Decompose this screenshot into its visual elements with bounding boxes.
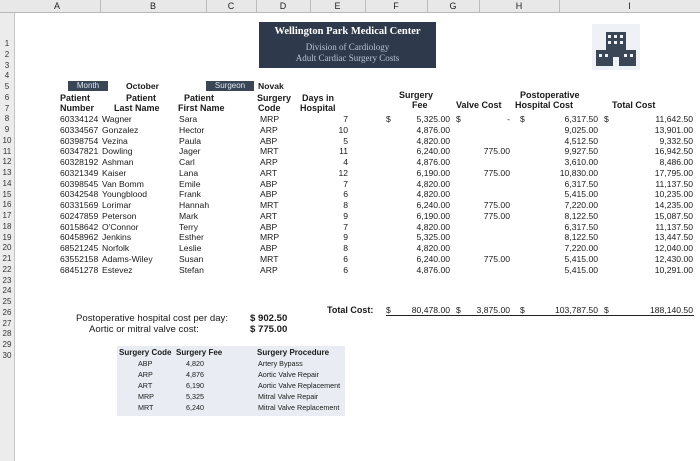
patient-number[interactable]: 60347821	[60, 146, 99, 157]
days-in-hospital[interactable]: 6	[343, 253, 348, 264]
col-header-g[interactable]: G	[427, 0, 480, 12]
total-cost[interactable]: 8,486.00	[659, 157, 693, 167]
total-postop[interactable]: 103,787.50	[554, 305, 598, 315]
patient-last-name[interactable]: Vezina	[102, 135, 128, 146]
patient-last-name[interactable]: Jenkins	[102, 232, 132, 243]
surgery-fee[interactable]: 4,876.00	[416, 264, 450, 275]
total-cost[interactable]: 11,137.50	[655, 221, 693, 232]
legend-fee[interactable]: 4,876	[186, 370, 204, 379]
days-in-hospital[interactable]: 4	[343, 157, 348, 167]
row-number[interactable]: 21	[2, 254, 12, 263]
total-cost[interactable]: 14,235.00	[654, 200, 693, 210]
currency-symbol: $	[604, 114, 609, 124]
currency-symbol: $	[250, 313, 256, 324]
row-number[interactable]: 6	[4, 92, 10, 102]
patient-first-name[interactable]: Susan	[179, 253, 204, 264]
header-postop-2: Hospital Cost	[515, 100, 574, 110]
header-fee-1: Surgery	[399, 90, 434, 100]
patient-number[interactable]: 68521245	[60, 243, 99, 253]
row-number[interactable]: 11	[2, 146, 12, 156]
row-number[interactable]: 19	[2, 232, 12, 242]
patient-first-name[interactable]: Carl	[179, 157, 195, 167]
header-patient-number-1: Patient	[60, 93, 91, 103]
legend-fee[interactable]: 4,820	[186, 359, 204, 368]
patient-last-name[interactable]: Norfolk	[102, 243, 130, 253]
patient-number[interactable]: 60398545	[60, 178, 99, 189]
patient-first-name[interactable]: Esther	[179, 232, 204, 243]
surgery-fee[interactable]: 6,190.00	[416, 167, 450, 178]
postop-cost[interactable]: 5,415.00	[564, 253, 598, 264]
valve-cost[interactable]: 775.00	[483, 210, 510, 221]
row-number[interactable]: 17	[2, 211, 12, 220]
legend-code[interactable]: ART	[138, 381, 153, 390]
patient-last-name[interactable]: Youngblood	[102, 189, 148, 200]
legend-header-fee: Surgery Fee	[176, 348, 223, 357]
legend-procedure[interactable]: Artery Bypass	[258, 359, 303, 368]
surgery-fee[interactable]: 4,876.00	[416, 124, 450, 135]
postop-cost[interactable]: 6,317.50	[564, 221, 598, 232]
legend-procedure[interactable]: Aortic Valve Repair	[258, 370, 319, 379]
legend-header-code: Surgery Code	[119, 348, 172, 357]
days-in-hospital[interactable]: 6	[343, 189, 348, 200]
surgery-code[interactable]: ABP	[260, 189, 278, 200]
currency-symbol: $	[456, 305, 461, 315]
currency-symbol: $	[604, 305, 609, 315]
surgery-fee[interactable]: 5,325.00	[416, 114, 450, 124]
postop-cost[interactable]: 7,220.00	[564, 243, 598, 253]
surgeon-value[interactable]: Novak	[258, 81, 284, 91]
postop-cost[interactable]: 3,610.00	[564, 157, 598, 167]
patient-last-name[interactable]: Wagner	[102, 114, 132, 124]
surgery-code[interactable]: ABP	[260, 221, 278, 232]
currency-symbol: $	[520, 114, 525, 124]
col-header-c[interactable]: C	[206, 0, 257, 12]
days-in-hospital[interactable]: 12	[338, 167, 348, 178]
surgery-code[interactable]: MRT	[260, 253, 279, 264]
legend-code[interactable]: MRP	[138, 392, 154, 401]
valve-cost[interactable]: 775.00	[483, 200, 510, 210]
days-in-hospital[interactable]: 8	[343, 200, 348, 210]
header-patient-first-1: Patient	[184, 93, 215, 103]
row-number[interactable]: 29	[2, 340, 12, 349]
currency-symbol: $	[386, 305, 391, 315]
patient-first-name[interactable]: Hannah	[179, 200, 210, 210]
postop-cost[interactable]: 7,220.00	[564, 200, 598, 210]
page-title: Wellington Park Medical Center	[274, 26, 421, 37]
patient-last-name[interactable]: O'Connor	[102, 221, 139, 232]
header-surgery-code-2: Code	[258, 103, 281, 113]
days-in-hospital[interactable]: 8	[343, 243, 348, 253]
patient-number[interactable]: 60334567	[60, 124, 99, 135]
row-number[interactable]: 16	[2, 200, 12, 210]
surgery-fee[interactable]: 6,240.00	[416, 200, 450, 210]
patient-first-name[interactable]: Sara	[179, 114, 198, 124]
patient-number[interactable]: 60158642	[60, 221, 99, 232]
days-in-hospital[interactable]: 5	[343, 135, 348, 146]
row-number[interactable]: 28	[2, 329, 12, 339]
days-in-hospital[interactable]: 11	[339, 146, 348, 157]
patient-first-name[interactable]: Lana	[179, 167, 199, 178]
column-header-bar	[0, 0, 700, 13]
row-number[interactable]: 12	[2, 157, 12, 167]
surgery-fee[interactable]: 6,240.00	[416, 146, 450, 157]
surgery-code[interactable]: ARP	[260, 124, 278, 135]
patient-number[interactable]: 60331569	[60, 200, 99, 210]
per-day-label: Postoperative hospital cost per day:	[76, 313, 228, 324]
surgery-code[interactable]: ART	[260, 210, 278, 221]
surgery-code[interactable]: MRP	[260, 232, 280, 243]
postop-cost[interactable]: 10,830.00	[559, 167, 598, 178]
total-cost[interactable]: 17,795.00	[654, 167, 693, 178]
days-in-hospital[interactable]: 10	[338, 124, 348, 135]
patient-last-name[interactable]: Peterson	[102, 210, 137, 221]
valve-cost[interactable]: 775.00	[483, 253, 510, 264]
total-cost[interactable]: 16,942.50	[654, 146, 693, 157]
patient-last-name[interactable]: Dowling	[102, 146, 133, 157]
patient-last-name[interactable]: Gonzalez	[102, 124, 139, 135]
col-header-a[interactable]: A	[14, 0, 101, 12]
legend-procedure[interactable]: Aortic Valve Replacement	[258, 381, 341, 390]
patient-number[interactable]: 60398754	[60, 135, 99, 146]
patient-number[interactable]: 60321349	[60, 167, 99, 178]
surgery-code[interactable]: MRP	[260, 114, 280, 124]
header-patient-first-2: First Name	[178, 103, 225, 113]
surgery-fee[interactable]: 4,820.00	[416, 189, 450, 200]
surgery-code[interactable]: MRT	[260, 200, 279, 210]
patient-number[interactable]: 68451278	[60, 264, 99, 275]
total-fee[interactable]: 80,478.00	[411, 305, 450, 315]
surgery-code[interactable]: MRT	[260, 146, 279, 157]
totals-underline	[386, 315, 694, 316]
surgery-fee[interactable]: 4,820.00	[416, 178, 450, 189]
row-number[interactable]: 25	[2, 297, 12, 306]
valve-cost[interactable]: -	[507, 114, 510, 124]
surgery-fee[interactable]: 6,190.00	[416, 210, 450, 221]
currency-symbol: $	[520, 305, 525, 315]
surgery-fee[interactable]: 4,820.00	[416, 243, 450, 253]
row-number[interactable]: 18	[2, 221, 12, 231]
per-day-value[interactable]: 902.50	[258, 313, 288, 324]
month-label: Month	[68, 81, 108, 91]
days-in-hospital[interactable]: 7	[343, 114, 348, 124]
row-number[interactable]: 22	[2, 264, 12, 274]
row-number[interactable]: 1	[4, 39, 10, 48]
header-valve-cost: Valve Cost	[456, 100, 502, 110]
header-days-1: Days in	[302, 93, 335, 103]
col-header-f[interactable]: F	[365, 0, 428, 12]
total-cost[interactable]: 15,087.50	[654, 210, 693, 221]
patient-number[interactable]: 63552158	[60, 253, 99, 264]
total-cost-label: Total Cost:	[327, 305, 374, 315]
report-subtitle: Adult Cardiac Surgery Costs	[295, 53, 400, 63]
postop-cost[interactable]: 8,122.50	[564, 232, 598, 243]
postop-cost[interactable]: 6,317.50	[564, 114, 598, 124]
postop-cost[interactable]: 6,317.50	[564, 178, 598, 189]
header-total-cost: Total Cost	[612, 100, 656, 110]
postop-cost[interactable]: 9,927.50	[564, 146, 598, 157]
postop-cost[interactable]: 5,415.00	[564, 189, 598, 200]
surgery-code[interactable]: ABP	[260, 135, 278, 146]
days-in-hospital[interactable]: 7	[343, 221, 348, 232]
total-cost[interactable]: 12,040.00	[654, 243, 693, 253]
days-in-hospital[interactable]: 9	[343, 232, 348, 243]
valve-cost-value[interactable]: 775.00	[258, 324, 288, 335]
currency-symbol: $	[250, 324, 256, 335]
valve-cost-label: Aortic or mitral valve cost:	[89, 324, 199, 335]
row-number[interactable]: 2	[4, 49, 10, 59]
currency-symbol: $	[386, 114, 391, 124]
postop-cost[interactable]: 5,415.00	[564, 264, 598, 275]
col-header-d[interactable]: D	[256, 0, 311, 12]
patient-first-name[interactable]: Emile	[179, 178, 201, 189]
patient-first-name[interactable]: Leslie	[179, 243, 202, 253]
header-fee-2: Fee	[412, 100, 428, 110]
days-in-hospital[interactable]: 6	[343, 264, 348, 275]
total-cost[interactable]: 12,430.00	[654, 253, 693, 264]
total-valve[interactable]: 3,875.00	[476, 305, 510, 315]
postop-cost[interactable]: 4,512.50	[564, 135, 598, 146]
legend-procedure[interactable]: Mitral Valve Repair	[258, 392, 319, 401]
legend-code[interactable]: ABP	[138, 359, 153, 368]
total-cost[interactable]: 13,901.00	[654, 124, 693, 135]
month-value[interactable]: October	[126, 81, 159, 91]
row-number[interactable]: 8	[4, 114, 10, 124]
row-number[interactable]: 14	[2, 178, 12, 188]
legend-header-procedure: Surgery Procedure	[257, 348, 330, 357]
legend-procedure[interactable]: Mitral Valve Replacement	[258, 403, 340, 412]
row-number[interactable]: 4	[4, 71, 10, 81]
patient-first-name[interactable]: Mark	[179, 210, 199, 221]
patient-last-name[interactable]: Lorimar	[102, 200, 132, 210]
surgery-code[interactable]: ARP	[260, 157, 278, 167]
patient-number[interactable]: 60334124	[60, 114, 99, 124]
patient-number[interactable]: 60247859	[60, 210, 99, 221]
patient-last-name[interactable]: Kaiser	[102, 167, 127, 178]
row-number[interactable]: 27	[2, 318, 12, 328]
total-cost[interactable]: 13,447.50	[654, 232, 693, 243]
patient-first-name[interactable]: Paula	[179, 135, 201, 146]
hospital-building-icon	[592, 24, 640, 70]
patient-number[interactable]: 60458962	[60, 232, 99, 243]
row-number[interactable]: 3	[4, 60, 10, 70]
postop-cost[interactable]: 8,122.50	[564, 210, 598, 221]
header-patient-number-2: Number	[60, 103, 95, 113]
surgery-code[interactable]: ABP	[260, 243, 278, 253]
legend-fee[interactable]: 5,325	[186, 392, 204, 401]
col-header-i[interactable]: I	[628, 1, 631, 11]
row-number[interactable]: 10	[2, 135, 12, 145]
row-number[interactable]: 30	[2, 350, 12, 360]
header-days-2: Hospital	[300, 103, 336, 113]
surgery-code[interactable]: ART	[260, 167, 278, 178]
header-surgery-code-1: Surgery	[257, 93, 292, 103]
row-number[interactable]: 7	[4, 103, 10, 113]
valve-cost[interactable]: 775.00	[483, 167, 510, 178]
row-number[interactable]: 20	[2, 243, 12, 253]
row-number[interactable]: 23	[2, 275, 12, 285]
row-header-bar	[0, 13, 15, 461]
legend-fee[interactable]: 6,190	[186, 381, 204, 390]
row-number[interactable]: 24	[2, 286, 12, 296]
patient-first-name[interactable]: Jager	[179, 146, 201, 157]
surgery-code[interactable]: ARP	[260, 264, 278, 275]
patient-last-name[interactable]: Estevez	[102, 264, 133, 275]
total-cost[interactable]: 11,642.50	[655, 114, 693, 124]
row-number[interactable]: 13	[2, 168, 12, 177]
header-patient-last-1: Patient	[126, 93, 157, 103]
surgery-fee[interactable]: 4,876.00	[416, 157, 450, 167]
col-header-e[interactable]: E	[310, 0, 366, 12]
col-header-h[interactable]: H	[479, 0, 560, 12]
surgery-fee[interactable]: 5,325.00	[416, 232, 450, 243]
surgery-code[interactable]: ABP	[260, 178, 278, 189]
total-cost[interactable]: 10,235.00	[654, 189, 693, 200]
valve-cost[interactable]: 775.00	[483, 146, 510, 157]
patient-last-name[interactable]: Ashman	[102, 157, 134, 167]
legend-code[interactable]: ARP	[138, 370, 153, 379]
postop-cost[interactable]: 9,025.00	[564, 124, 598, 135]
patient-first-name[interactable]: Terry	[179, 221, 199, 232]
row-number[interactable]: 9	[4, 125, 10, 134]
patient-first-name[interactable]: Hector	[179, 124, 205, 135]
surgery-fee[interactable]: 4,820.00	[416, 135, 450, 146]
row-number[interactable]: 5	[4, 82, 10, 91]
legend-code[interactable]: MRT	[138, 403, 154, 412]
total-cost[interactable]: 11,137.50	[655, 178, 693, 189]
surgery-fee[interactable]: 4,820.00	[416, 221, 450, 232]
days-in-hospital[interactable]: 9	[343, 210, 348, 221]
patient-first-name[interactable]: Stefan	[179, 264, 204, 275]
days-in-hospital[interactable]: 7	[343, 178, 348, 189]
total-cost[interactable]: 10,291.00	[654, 264, 693, 275]
currency-symbol: $	[456, 114, 461, 124]
surgeon-label: Surgeon	[206, 81, 254, 91]
col-header-b[interactable]: B	[100, 0, 207, 12]
header-postop-1: Postoperative	[520, 90, 580, 100]
patient-number[interactable]: 60342548	[60, 189, 99, 200]
header-patient-last-2: Last Name	[114, 103, 160, 113]
patient-last-name[interactable]: Adams-Wiley	[102, 253, 153, 264]
total-cost[interactable]: 9,332.50	[659, 135, 693, 146]
patient-number[interactable]: 60328192	[60, 157, 99, 167]
row-number[interactable]: 26	[2, 307, 12, 317]
patient-last-name[interactable]: Van Bomm	[102, 178, 144, 189]
total-cost[interactable]: 188,140.50	[649, 305, 693, 315]
patient-first-name[interactable]: Frank	[179, 189, 201, 200]
surgery-fee[interactable]: 6,240.00	[416, 253, 450, 264]
division-subtitle: Division of Cardiology	[305, 42, 390, 52]
legend-fee[interactable]: 6,240	[186, 403, 204, 412]
row-number[interactable]: 15	[2, 189, 12, 199]
